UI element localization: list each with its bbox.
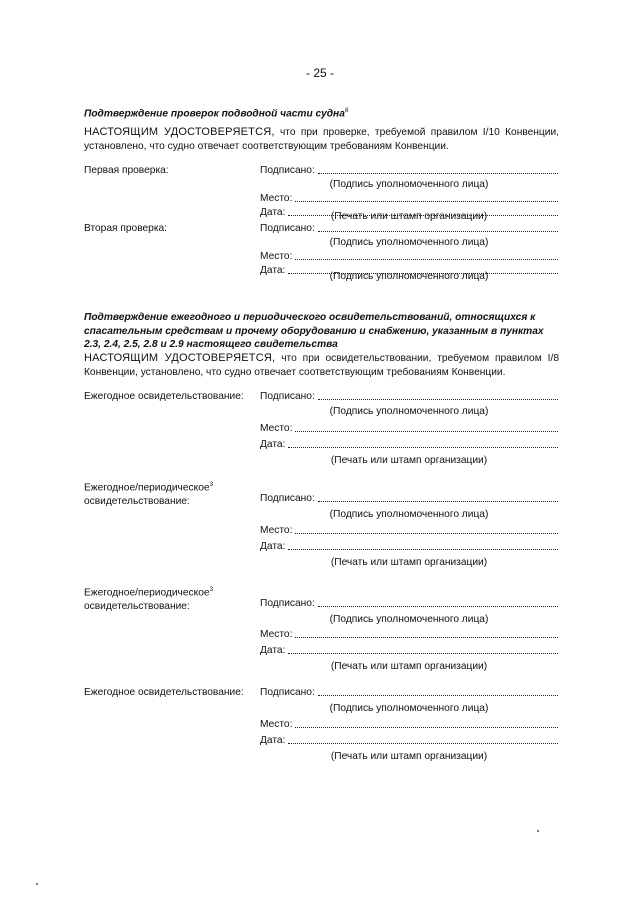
place-field[interactable] xyxy=(260,524,558,537)
date-label: Дата: xyxy=(260,439,286,450)
date-label: Дата: xyxy=(260,265,286,276)
periodic-label-line2: освидетельствование: xyxy=(84,495,190,507)
heading-text: Подтверждение проверок подводной части судна xyxy=(84,108,345,120)
date-line xyxy=(288,652,558,654)
signature-line xyxy=(318,172,558,174)
scan-speck xyxy=(537,830,539,832)
place-field[interactable] xyxy=(260,422,558,435)
signed-field[interactable] xyxy=(260,597,558,610)
signature-line xyxy=(318,605,558,607)
signed-label: Подписано: xyxy=(260,687,315,698)
periodic-survey-label xyxy=(84,478,259,508)
place-line xyxy=(295,532,558,534)
paragraph-text: что при проверке, требуемой правилом I/10 Конвенции, установлено, что судно отвечает соответствующим требованиям Конвенции. xyxy=(84,127,559,152)
date-label: Дата: xyxy=(260,207,286,218)
place-line xyxy=(295,258,558,260)
place-field[interactable] xyxy=(260,192,558,205)
signature-caption: (Подпись уполномоченного лица) xyxy=(329,179,489,190)
signature-caption: (Подпись уполномоченного лица) xyxy=(329,406,489,417)
date-line xyxy=(288,548,558,550)
signature-line xyxy=(318,694,558,696)
signed-label: Подписано: xyxy=(260,493,315,504)
date-field[interactable] xyxy=(260,540,558,553)
signature-line xyxy=(318,500,558,502)
footnote-marker: 6 xyxy=(344,107,349,114)
underwater-certification-paragraph xyxy=(84,126,559,153)
seal-caption: (Печать или штамп организации) xyxy=(330,661,488,672)
signature-caption: (Подпись уполномоченного лица) xyxy=(329,509,489,520)
survey-heading: Подтверждение ежегодного и периодического освидетельствований, относящихся к спасательным средствам и прочему оборудованию и снабжению, указанным в пунктах 2.3, 2.4, 2.5, 2.8 и 2.9 настоящего свидетельства xyxy=(84,312,544,350)
signature-caption: (Подпись уполномоченного лица) xyxy=(329,614,489,625)
signed-field[interactable] xyxy=(260,164,558,177)
place-line xyxy=(295,636,558,638)
place-label: Место: xyxy=(260,251,293,262)
periodic-label-line1: Ежегодное/периодическое xyxy=(84,482,210,494)
date-label: Дата: xyxy=(260,735,286,746)
date-label: Дата: xyxy=(260,645,286,656)
signed-label: Подписано: xyxy=(260,223,315,234)
signed-field[interactable] xyxy=(260,492,558,505)
place-field[interactable] xyxy=(260,718,558,731)
place-line xyxy=(295,430,558,432)
date-field[interactable] xyxy=(260,734,558,747)
place-line xyxy=(295,200,558,202)
signed-field[interactable] xyxy=(260,686,558,699)
date-line xyxy=(288,446,558,448)
place-field[interactable] xyxy=(260,250,558,263)
seal-caption: (Печать или штамп организации) xyxy=(330,751,488,762)
date-label: Дата: xyxy=(260,541,286,552)
date-field[interactable] xyxy=(260,644,558,657)
signed-label: Подписано: xyxy=(260,391,315,402)
signed-field[interactable] xyxy=(260,390,558,403)
signature-caption: (Подпись уполномоченного лица) xyxy=(329,703,489,714)
seal-caption: (Печать или штамп организации) xyxy=(330,557,488,568)
survey-certification-paragraph xyxy=(84,352,559,379)
page-number: - 25 - xyxy=(305,66,334,80)
footnote-marker: 3 xyxy=(209,586,214,593)
periodic-label-line2: освидетельствование: xyxy=(84,600,190,612)
place-label: Место: xyxy=(260,719,293,730)
signature-line xyxy=(318,398,558,400)
annual-survey-label: Ежегодное освидетельствование: xyxy=(84,687,244,698)
place-label: Место: xyxy=(260,629,293,640)
signed-label: Подписано: xyxy=(260,598,315,609)
annual-survey-label: Ежегодное освидетельствование: xyxy=(84,391,244,402)
periodic-label-line1: Ежегодное/периодическое xyxy=(84,587,210,599)
signed-field[interactable] xyxy=(260,222,558,235)
second-inspection-label: Вторая проверка: xyxy=(84,223,168,234)
underwater-inspection-heading xyxy=(84,104,559,121)
scan-speck xyxy=(36,883,38,885)
signature-line xyxy=(318,230,558,232)
place-label: Место: xyxy=(260,423,293,434)
periodic-survey-label xyxy=(84,583,259,613)
seal-caption: (Печать или штамп организации) xyxy=(330,455,488,466)
signature-caption: (Подпись уполномоченного лица) xyxy=(329,271,489,282)
signed-label: Подписано: xyxy=(260,165,315,176)
place-label: Место: xyxy=(260,525,293,536)
place-field[interactable] xyxy=(260,628,558,641)
date-field[interactable] xyxy=(260,438,558,451)
first-inspection-label: Первая проверка: xyxy=(84,165,169,176)
certify-caps: НАСТОЯЩИМ УДОСТОВЕРЯЕТСЯ, xyxy=(84,126,275,138)
footnote-marker: 3 xyxy=(209,481,214,488)
paragraph-text: что при освидетельствовании, требуемом правилом I/8 Конвенции, установлено, что судно отвечает соответствующим требованиям Конвенции. xyxy=(84,353,559,378)
certify-caps: НАСТОЯЩИМ УДОСТОВЕРЯЕТСЯ, xyxy=(84,352,276,364)
place-label: Место: xyxy=(260,193,293,204)
seal-caption: (Печать или штамп организации) xyxy=(330,211,488,222)
signature-caption: (Подпись уполномоченного лица) xyxy=(329,237,489,248)
place-line xyxy=(295,726,558,728)
date-line xyxy=(288,742,558,744)
